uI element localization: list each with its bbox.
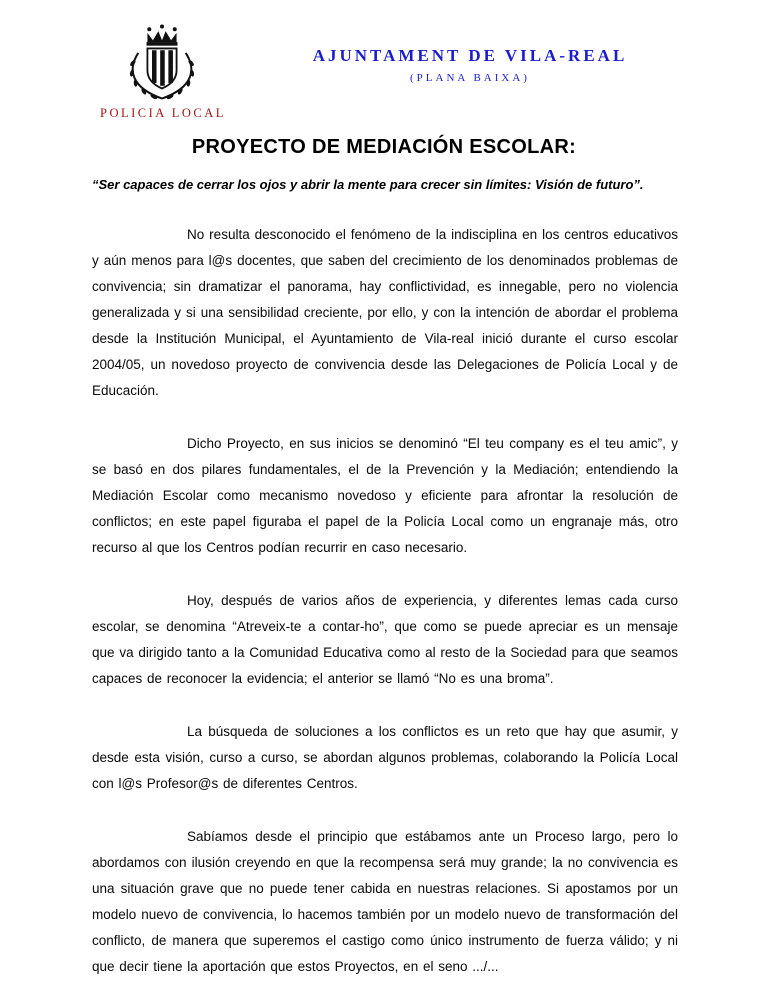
page-title: PROYECTO DE MEDIACIÓN ESCOLAR: [191,136,577,158]
paragraph-5: Sabíamos desde el principio que estábamos ante un Proceso largo, pero lo abordamos con ilusión creyendo en que la recompensa será muy grande; la no convivencia es una situación grave que no puede tener cabida en nuestras relaciones. Si apostamos por un modelo nuevo de convivencia, lo hacemos también por un modelo nuevo de transformación del conflicto, de manera que superemos el castigo como único instrumento de fuerza válido; y ni que decir tiene la aportación que estos Proyectos, en el seno .../... [92,829,678,974]
document-motto: “Ser capaces de cerrar los ojos y abrir la mente para crecer sin límites: Visión de futuro”. [92,177,644,192]
paragraph-3: Hoy, después de varios años de experiencia, y diferentes lemas cada curso escolar, se denomina “Atreveix-te a contar-ho”, que como se puede apreciar es un mensaje que va dirigido tanto a la Comunidad Educativa como al resto de la Sociedad para que seamos capaces de reconocer la evidencia; el anterior se llamó “No es una broma”. [92,593,678,686]
department-label: POLICIA LOCAL [100,106,226,120]
org-title-block [300,46,640,84]
paragraph-2: Dicho Proyecto, en sus inicios se denominó “El teu company es el teu amic”, y se basó en dos pilares fundamentales, el de la Prevención y la Mediación; entendiendo la Mediación Escolar como mecanismo novedoso y eficiente para afrontar la resolución de conflictos; en este papel figuraba el papel de la Policía Local como un engranaje más, otro recurso al que los Centros podían recurrir en caso necesario. [92,436,678,555]
paragraph-1: No resulta desconocido el fenómeno de la indisciplina en los centros educativos y aún menos para l@s docentes, que saben del crecimiento de los denominados problemas de convivencia; sin dramatizar el panorama, hay conflictividad, es innegable, pero no violencia generalizada y si una sensibilidad creciente, por ello, y con la intención de abordar el problema desde la Institución Municipal, el Ayuntamiento de Vila-real inició durante el curso escolar 2004/05, un novedoso proyecto de convivencia desde las Delegaciones de Policía Local y de Educación. [92,227,678,398]
org-name: AJUNTAMENT DE VILA-REAL [312,46,628,65]
document-header [0,18,768,128]
paragraph-4: La búsqueda de soluciones a los conflictos es un reto que hay que asumir, y desde esta visión, curso a curso, se abordan algunos problemas, colaborando la Policía Local con l@s Profesor@s de diferentes Centros. [92,724,678,791]
document-body [92,222,678,1007]
org-subtitle: (PLANA BAIXA) [410,72,530,84]
vila-real-coat-of-arms-icon [112,22,212,104]
